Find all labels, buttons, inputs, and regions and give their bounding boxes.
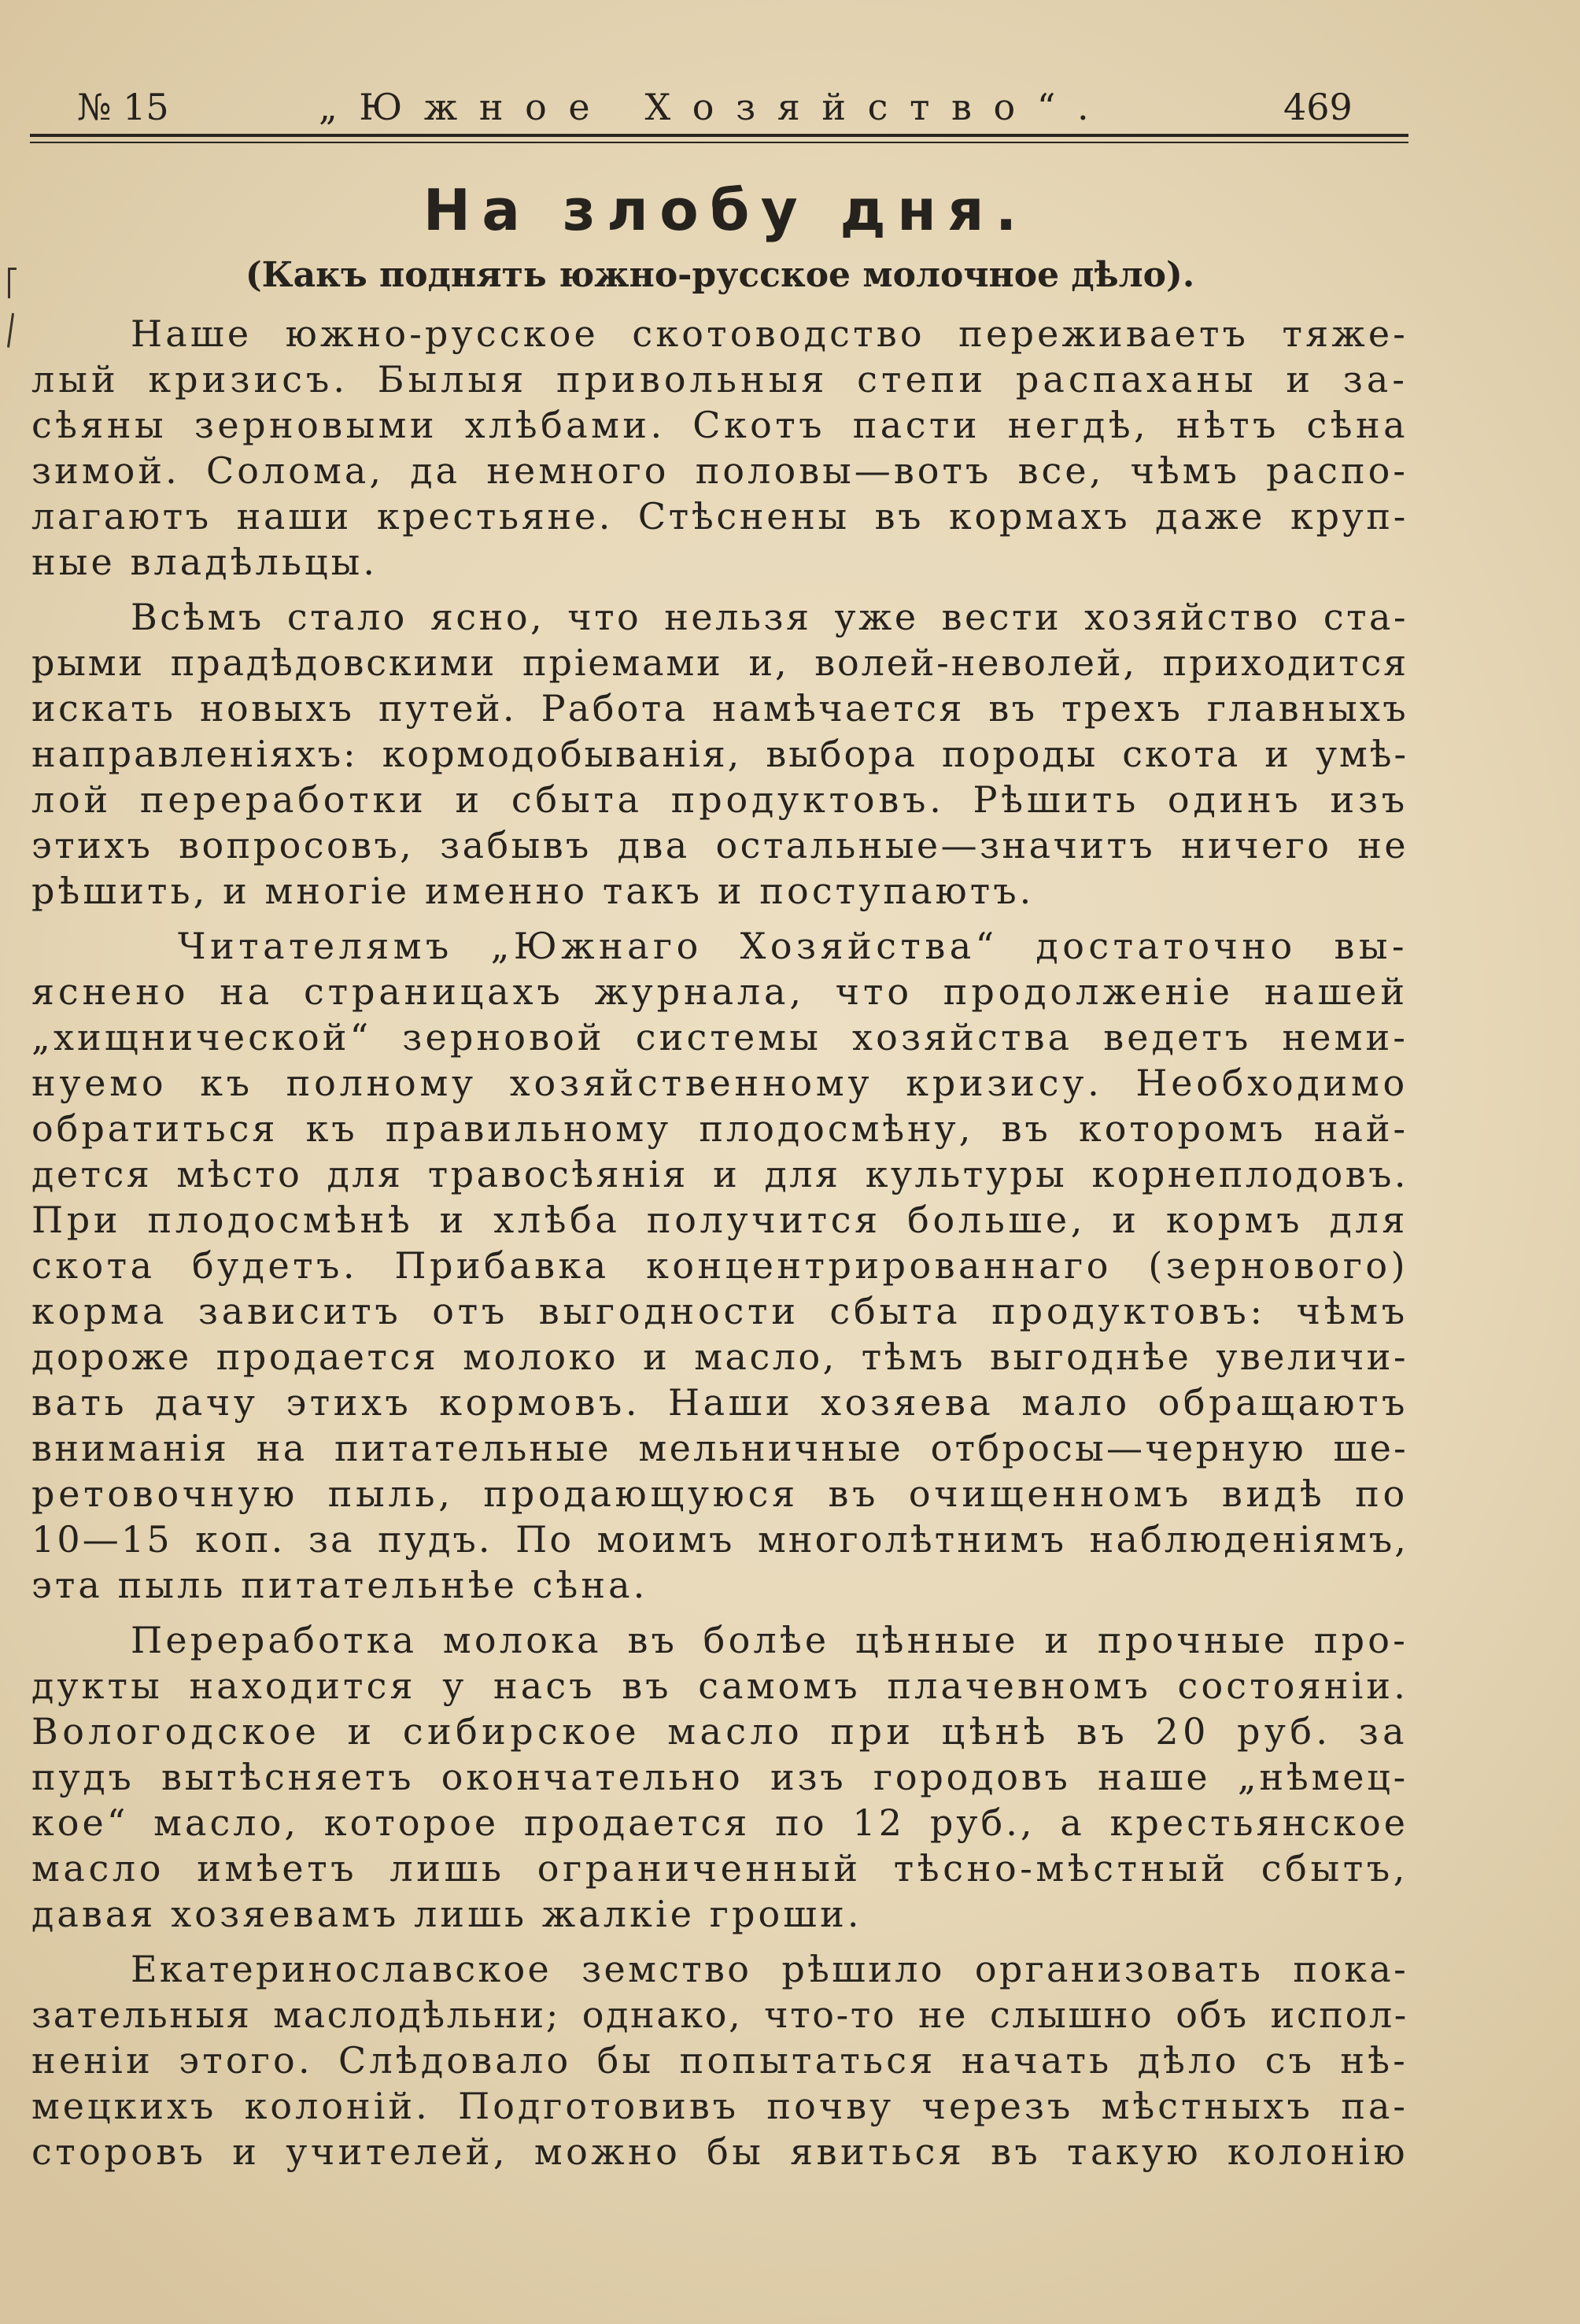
article-body [31,311,1408,2174]
text-line: искать новыхъ путей. Работа намѣчается въ трехъ главныхъ [31,687,1408,730]
text-line: дется мѣсто для травосѣянія и для культуры корнеплодовъ. [31,1153,1408,1195]
text-line: ретовочную пыль, продающуюся въ очищенномъ видѣ по [31,1472,1408,1515]
text-line: яснено на страницахъ журнала, что продолженіе нашей [31,970,1408,1013]
text-line: Наше южно-русское скотоводство переживаетъ тяже- [131,312,1408,355]
text-line: лый кризисъ. Былыя привольныя степи распаханы и за- [31,358,1408,401]
text-line: неніи этого. Слѣдовало бы попытаться начать дѣло съ нѣ- [31,2039,1408,2082]
text-line: Вологодское и сибирское масло при цѣнѣ въ 20 руб. за [31,1710,1408,1753]
text-line: лагаютъ наши крестьяне. Стѣснены въ кормахъ даже круп- [31,495,1408,538]
text-line: Всѣмъ стало ясно, что нельзя уже вести хозяйство ста- [131,596,1408,638]
text-line: Переработка молока въ болѣе цѣнные и прочные про- [131,1619,1408,1661]
text-line: „хищнической“ зерновой системы хозяйства ведетъ неми- [31,1016,1408,1059]
paragraph [31,1617,1408,1937]
text-line: нуемо къ полному хозяйственному кризису. Необходимо [31,1062,1408,1104]
text-line: При плодосмѣнѣ и хлѣба получится больше, и кормъ для [31,1199,1408,1241]
text-line: мецкихъ колоній. Подготовивъ почву черезъ мѣстныхъ па- [31,2085,1408,2127]
paragraph [31,594,1408,914]
header-rule [30,134,1408,143]
text-line: масло имѣетъ лишь ограниченный тѣсно-мѣстный сбытъ, [31,1847,1408,1890]
text-line: эта пыль питательнѣе сѣна. [31,1564,648,1606]
text-line: Екатеринославское земство рѣшило организовать пока- [131,1948,1408,1990]
text-line: этихъ вопросовъ, забывъ два остальные—значитъ ничего не [31,824,1408,866]
text-line: 10—15 коп. за пудъ. По моимъ многолѣтнимъ наблюденіямъ, [31,1518,1408,1561]
paragraph [31,311,1408,585]
text-line: ные владѣльцы. [31,541,378,583]
margin-mark [8,268,17,298]
text-line: вать дачу этихъ кормовъ. Наши хозяева мало обращаютъ [31,1381,1408,1424]
text-line: скота будетъ. Прибавка концентрированнаго (зернового) [31,1244,1408,1287]
text-line: корма зависитъ отъ выгодности сбыта продуктовъ: чѣмъ [31,1290,1408,1332]
paragraph [31,1946,1408,2174]
text-line: сторовъ и учителей, можно бы явиться въ такую колонію [31,2130,1408,2173]
page-number: 469 [1283,86,1353,128]
text-line: зательныя маслодѣльни; однако, что-то не слышно объ испол- [31,1993,1408,2036]
margin-mark [7,313,17,349]
text-line: зимой. Солома, да немного половы—вотъ все, чѣмъ распо- [31,449,1408,492]
text-line: обратиться къ правильному плодосмѣну, въ которомъ най- [31,1107,1408,1150]
text-line: дороже продается молоко и масло, тѣмъ выгоднѣе увеличи- [31,1336,1408,1378]
text-line: вниманія на питательные мельничные отбросы—черную ше- [31,1427,1408,1469]
article-title: На злобу дня. [423,177,1028,243]
text-line: кое“ масло, которое продается по 12 руб., а крестьянское [31,1801,1408,1844]
text-line: дукты находится у насъ въ самомъ плачевномъ состояніи. [31,1664,1408,1707]
article-subtitle: (Какъ поднять южно-русское молочное дѣло). [245,255,1195,295]
text-line: рѣшить, и многіе именно такъ и поступаютъ. [31,870,1035,912]
text-line: Читателямъ „Южнаго Хозяйства“ достаточно вы- [178,925,1408,967]
text-line: пудъ вытѣсняетъ окончательно изъ городовъ наше „нѣмец- [31,1756,1408,1798]
text-line: направленіяхъ: кормодобыванія, выбора породы скота и умѣ- [31,733,1408,775]
text-line: лой переработки и сбыта продуктовъ. Рѣшить одинъ изъ [31,778,1408,821]
journal-title: „Южное Хозяйство“. [319,86,1111,128]
paragraph [31,923,1408,1608]
issue-number: № 15 [77,86,169,128]
text-line: рыми прадѣдовскими пріемами и, волей-неволей, приходится [31,641,1408,684]
text-line: давая хозяевамъ лишь жалкіе гроши. [31,1893,862,1935]
text-line: сѣяны зерновыми хлѣбами. Скотъ пасти негдѣ, нѣтъ сѣна [31,404,1408,446]
